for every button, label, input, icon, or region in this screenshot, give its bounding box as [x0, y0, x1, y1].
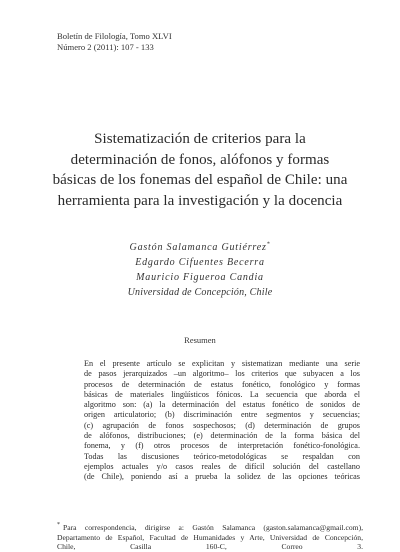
abstract-line: (de Chile), poniendo así a prueba la solidez de las opciones teóricas [84, 472, 360, 482]
journal-issue: Número 2 (2011): 107 - 133 [57, 42, 154, 52]
abstract-line: de alófonos, distribuciones; (e) determinación de la forma básica del [84, 431, 360, 441]
footnote-line: Departamento de Español, Facultad de Humanidades y Arte, Universidad de Concepción, [57, 532, 363, 542]
author-affiliation: Universidad de Concepción, Chile [127, 287, 273, 298]
title-line: Sistematización de criterios para la [94, 131, 306, 147]
journal-name: Boletín de Filología, Tomo XLVI [57, 31, 172, 41]
author-block [80, 240, 320, 300]
abstract-line: ejemplos actuales y/o casos reales de difícil solución del castellano [84, 461, 360, 471]
author-footnote-marker: * [266, 241, 271, 248]
abstract-heading: Resumen [184, 335, 216, 345]
article-title [30, 129, 370, 211]
author-name: Edgardo Cifuentes Becerra [135, 257, 265, 268]
abstract-body [84, 359, 360, 483]
abstract-line: (c) agrupación de fonos sospechosos; (d) determinación de grupos [84, 420, 360, 430]
title-line: básicas de los fonemas del español de Chile: una [52, 172, 348, 188]
title-line: determinación de fonos, alófonos y formas [70, 151, 330, 168]
title-line: herramienta para la investigación y la docencia [57, 192, 343, 209]
abstract-line: de pasos jerarquizados –un algoritmo– los criterios que subyacen a los [84, 369, 360, 379]
abstract-line: Todas las discusiones teórico-metodológicas se respaldan con [84, 451, 360, 461]
footnote-line: Chile, Casilla 160-C, Correo 3. [57, 542, 363, 551]
footnote-line: Para correspondencia, dirigirse a: Gastón Salamanca (gaston.salamanca@gmail.com), [63, 523, 363, 532]
journal-header [57, 31, 172, 53]
abstract-line: procesos de determinación de estatus fonético, fonológico y formas [84, 379, 360, 389]
author-name: Mauricio Figueroa Candia [136, 272, 264, 283]
abstract-line: algoritmo son: (a) la determinación del estatus fonético de sonidos de [84, 400, 360, 410]
abstract-line: fonema, y (f) otros procesos de interpretación fonético-fonológica. [84, 441, 360, 451]
abstract-line: En el presente artículo se explicitan y sistematizan mediante una serie [84, 359, 360, 368]
author-name-text: Gastón Salamanca Gutiérrez [129, 242, 267, 253]
abstract-line: básicas de materiales lingüísticos fónicos. La secuencia que aborda el [84, 389, 360, 399]
footnote-marker: * [57, 522, 60, 528]
correspondence-footnote [57, 523, 363, 552]
abstract-line: origen articulatorio; (b) discriminación entre segmentos y secuencias; [84, 410, 360, 420]
author-name [80, 240, 320, 255]
